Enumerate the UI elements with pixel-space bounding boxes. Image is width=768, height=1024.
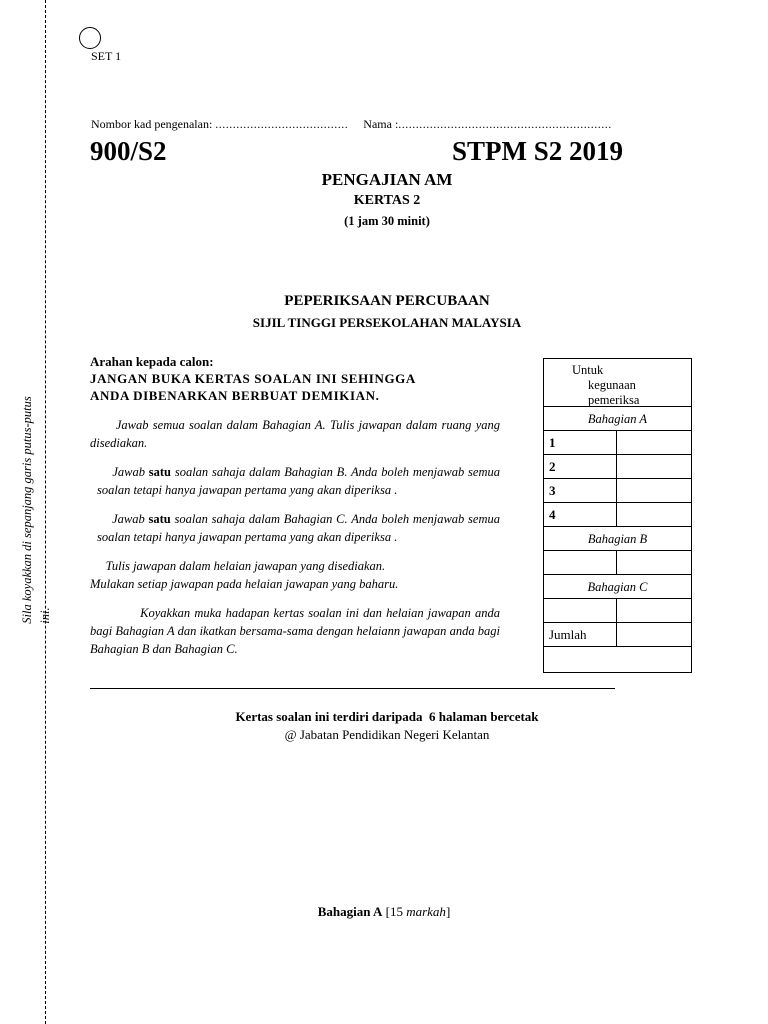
page-count-note — [0, 709, 768, 725]
examiner-header-line3: pemeriksa — [588, 393, 640, 406]
question-number: 4 — [544, 503, 617, 526]
instructions-title: Arahan kepada calon: — [90, 354, 214, 369]
warning-line-1: JANGAN BUKA KERTAS SOALAN INI SEHINGGA — [90, 371, 416, 386]
paper-code: 900/S2 — [90, 136, 167, 166]
instruction-tear-off-text: Koyakkan muka hadapan kertas soalan ini dan helaian jawapan anda bagi Bahagian A dan ikatkan bersama-sama dengan helaiann jawapan anda bagi Bahagian B dan Bahagian C. — [90, 606, 500, 656]
mark-cell[interactable] — [617, 479, 691, 502]
instruction-section-b — [90, 463, 500, 499]
mark-cell[interactable] — [617, 503, 691, 526]
mark-cell[interactable] — [617, 455, 691, 478]
set-label: SET 1 — [91, 49, 122, 63]
instruction-section-b-post: soalan sahaja dalam Bahagian B. Anda boleh menjawab semua soalan tetapi hanya jawapan pertama yang akan diperiksa . — [97, 465, 500, 497]
mark-cell[interactable] — [617, 599, 691, 622]
marks-word: markah — [406, 904, 446, 919]
subject-title: PENGAJIAN AM — [321, 170, 453, 189]
section-a-heading: Bahagian A — [544, 406, 691, 430]
table-row — [544, 430, 691, 454]
page-count-post: halaman bercetak — [435, 709, 539, 724]
examiner-table — [543, 358, 692, 673]
copyright-note: @ Jabatan Pendidikan Negeri Kelantan — [284, 727, 490, 742]
exam-duration: (1 jam 30 minit) — [344, 214, 430, 228]
section-b-number-cell — [544, 551, 617, 574]
table-row — [544, 454, 691, 478]
section-a-label: Bahagian A — [317, 904, 383, 919]
instruction-section-c-post: soalan sahaja dalam Bahagian C. Anda boleh menjawab semua soalan tetapi hanya jawapan pertama yang akan diperiksa . — [97, 512, 500, 544]
total-cell[interactable] — [617, 623, 691, 646]
instruction-section-b-bold: satu — [148, 465, 172, 479]
total-row — [544, 622, 691, 646]
instruction-section-b-pre: Jawab — [112, 465, 149, 479]
question-number: 2 — [544, 455, 617, 478]
table-row — [544, 550, 691, 574]
instruction-section-c-bold: satu — [148, 512, 171, 526]
question-number: 3 — [544, 479, 617, 502]
examiner-header-line1: Untuk — [572, 363, 604, 377]
instruction-section-c — [90, 510, 500, 546]
total-label: Jumlah — [544, 623, 617, 646]
table-row — [544, 598, 691, 622]
instruction-section-a — [90, 416, 500, 452]
question-number: 1 — [544, 431, 617, 454]
instruction-tear-off — [90, 604, 500, 658]
name-label: Nama : — [363, 117, 399, 131]
instruction-answer-sheets-line2: Mulakan setiap jawapan pada helaian jawapan yang baharu. — [90, 577, 399, 591]
divider-line — [90, 688, 615, 689]
section-b-heading: Bahagian B — [544, 526, 691, 550]
instruction-section-c-pre: Jawab — [112, 512, 149, 526]
section-c-number-cell — [544, 599, 617, 622]
table-row — [544, 502, 691, 526]
table-row — [544, 478, 691, 502]
id-field[interactable]: ...................................... — [215, 117, 349, 131]
grand-total-row[interactable] — [544, 646, 691, 672]
page-count-pre: Kertas soalan ini terdiri daripada — [235, 709, 426, 724]
name-field[interactable]: ............................................................. — [398, 117, 612, 131]
mark-cell[interactable] — [617, 431, 691, 454]
instruction-answer-sheets-line1: Tulis jawapan dalam helaian jawapan yang disediakan. — [105, 559, 386, 573]
page-count-number: 6 — [429, 709, 436, 724]
instruction-section-a-text: Jawab semua soalan dalam Bahagian A. Tulis jawapan dalam ruang yang disediakan. — [90, 418, 501, 450]
hole-circle — [79, 27, 101, 49]
candidate-instructions — [90, 353, 500, 658]
tear-instruction-line2: ini. — [38, 607, 52, 624]
section-c-heading: Bahagian C — [544, 574, 691, 598]
examiner-table-header — [544, 359, 691, 406]
examiner-header-line2: kegunaan — [588, 378, 636, 392]
certificate-name: SIJIL TINGGI PERSEKOLAHAN MALAYSIA — [252, 315, 522, 330]
mark-cell[interactable] — [617, 551, 691, 574]
tear-instruction-line1: Sila koyakkan di sepanjang garis putus-putus — [20, 396, 34, 624]
marks-open: [15 — [382, 904, 407, 919]
instruction-answer-sheets — [90, 557, 500, 593]
candidate-id-line — [91, 117, 612, 132]
marks-close: ] — [445, 904, 451, 919]
warning-line-2: ANDA DIBENARKAN BERBUAT DEMIKIAN. — [90, 388, 380, 403]
exam-title: STPM S2 2019 — [452, 136, 624, 166]
section-a-title — [0, 904, 768, 920]
paper-number: KERTAS 2 — [353, 193, 421, 208]
id-label: Nombor kad pengenalan: — [91, 117, 213, 131]
exam-name: PEPERIKSAAN PERCUBAAN — [284, 293, 490, 309]
tear-instruction — [18, 396, 54, 623]
